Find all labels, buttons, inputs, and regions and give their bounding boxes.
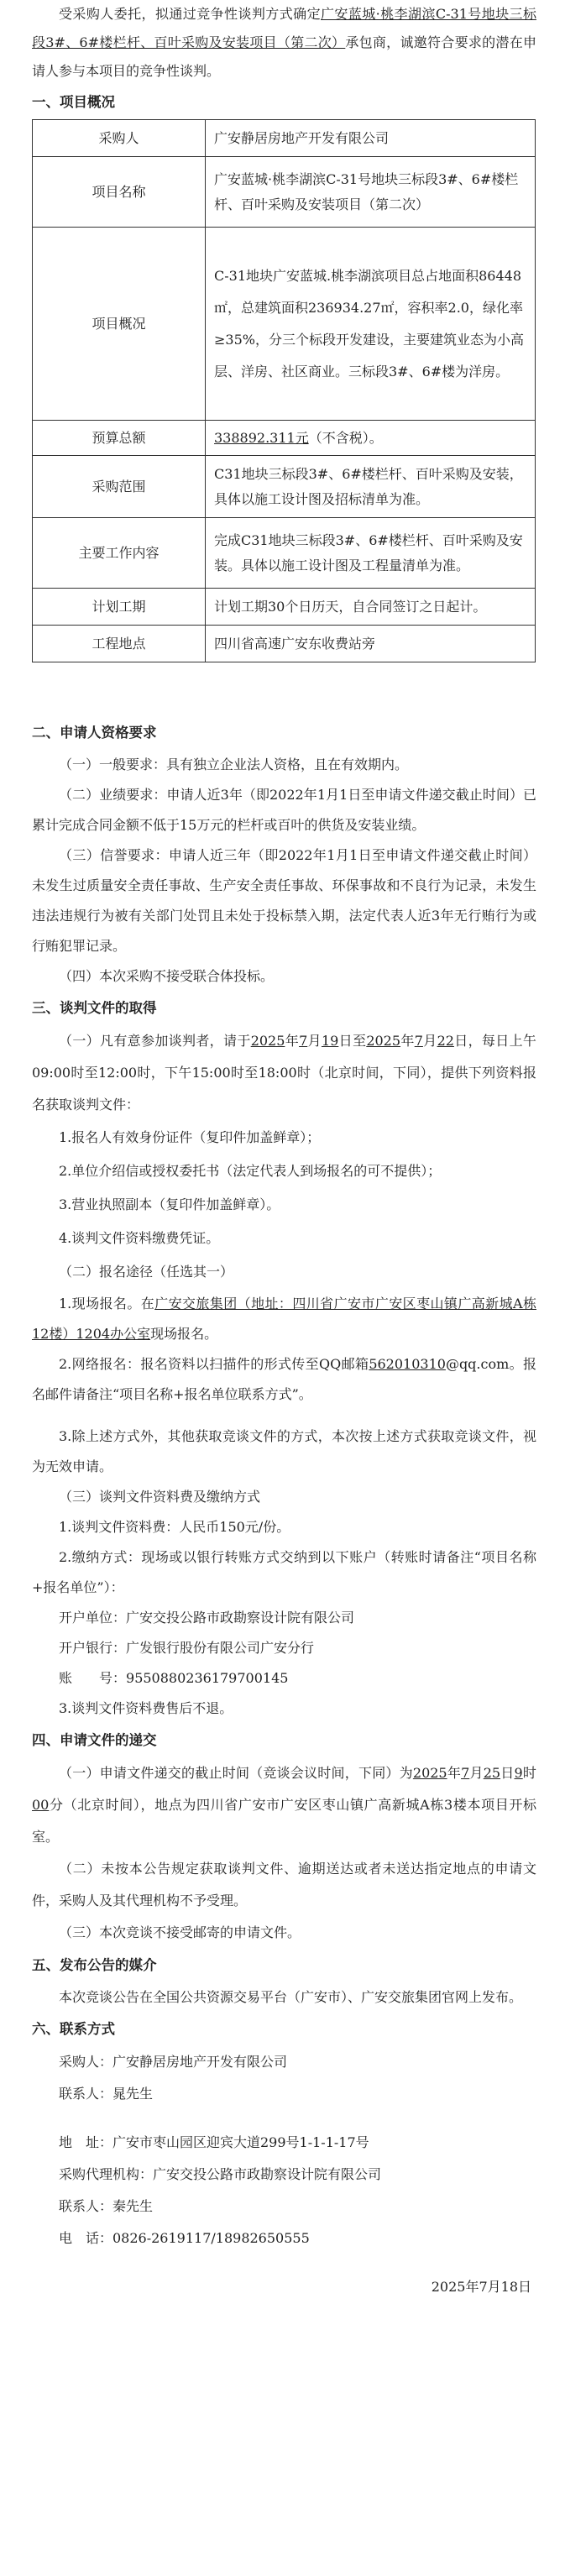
date-month: 7 — [299, 1033, 308, 1049]
text: 年 — [447, 1765, 462, 1781]
time-minute: 00 — [32, 1797, 50, 1813]
date-month: 7 — [414, 1033, 423, 1049]
text: 日至 — [338, 1033, 367, 1049]
account-bank: 开户银行：广发银行股份有限公司广安分行 — [59, 1640, 315, 1656]
row-value: 广安静居房地产开发有限公司 — [206, 120, 536, 157]
list-item: 4.谈判文件资料缴费凭证。 — [59, 1230, 220, 1246]
account-number: 9550880236179700145 — [126, 1670, 289, 1686]
text: 现场报名。 — [150, 1326, 218, 1342]
table-row — [33, 456, 536, 518]
row-value: C31地块三标段3#、6#楼栏杆、百叶采购及安装，具体以施工设计图及招标清单为准。 — [206, 456, 536, 518]
text: （一）申请文件递交的截止时间（竞谈会议时间，下同）为 — [59, 1765, 413, 1781]
media-paragraph: 本次竞谈公告在全国公共资源交易平台（广安市）、广安交旅集团官网上发布。 — [59, 1989, 523, 2005]
project-overview-table — [32, 119, 536, 662]
submission-no-mail: （三）本次竞谈不接受邮寄的申请文件。 — [59, 1924, 301, 1940]
text: 1.现场报名。在 — [59, 1296, 155, 1312]
row-key: 项目概况 — [33, 228, 206, 421]
table-row — [33, 589, 536, 626]
contact-phone: 电 话：0826-2619117/18982650555 — [59, 2230, 310, 2246]
signup-ways-heading: （二）报名途径（任选其一） — [59, 1264, 234, 1280]
row-value: 计划工期30个日历天，自合同签订之日起计。 — [206, 589, 536, 626]
signup-onsite — [32, 1289, 536, 1349]
text: @qq.com。报名邮件请备注“项目名称+报名单位联系方式”。 — [32, 1356, 536, 1402]
publish-date: 2025年7月18日 — [431, 2279, 531, 2295]
date-day: 25 — [483, 1765, 501, 1781]
text: 月 — [422, 1033, 437, 1049]
fee-heading: （三）谈判文件资料费及缴纳方式 — [59, 1489, 261, 1505]
table-row — [33, 157, 536, 228]
fee-amount: 1.谈判文件资料费：人民币150元/份。 — [59, 1519, 290, 1535]
row-key: 工程地点 — [33, 626, 206, 662]
text: 日，每日上午09:00时至12:00时，下午15:00时至18:00时（北京时间，下同），提供下列资料报名获取谈判文件： — [32, 1033, 536, 1113]
table-row — [33, 518, 536, 589]
row-key: 预算总额 — [33, 421, 206, 456]
req-performance: （二）业绩要求：申请人近3年（即2022年1月1日至申请文件递交截止时间）已累计完成合同金额不低于15万元的栏杆或百叶的供货及安装业绩。 — [32, 787, 536, 833]
section-2-title: 二、申请人资格要求 — [32, 725, 157, 741]
row-value — [206, 421, 536, 456]
onsite-address: 广安交旅集团（地址：四川省广安市广安区枣山镇广高新城A栋12楼）1204办公室 — [32, 1296, 536, 1342]
section-3-title: 三、谈判文件的取得 — [32, 1000, 157, 1016]
list-item: 1.报名人有效身份证件（复印件加盖鲜章）； — [59, 1129, 321, 1145]
date-day: 19 — [321, 1033, 339, 1049]
text: 月 — [469, 1765, 484, 1781]
intro-paragraph — [32, 0, 536, 86]
text: 年 — [400, 1033, 415, 1049]
contact-agent: 采购代理机构：广安交投公路市政勘察设计院有限公司 — [59, 2166, 382, 2182]
row-key: 采购人 — [33, 120, 206, 157]
time-hour: 9 — [514, 1765, 523, 1781]
budget-amount: 338892.311元 — [214, 429, 309, 446]
req-credit: （三）信誉要求：申请人近三年（即2022年1月1日至申请文件递交截止时间）未发生过质量安全责任事故、生产安全责任事故、环保事故和不良行为记录，未发生违法违规行为被有关部门处罚且未处于投标禁入期，法定代表人近3年无行贿行为或行贿犯罪记录。 — [32, 847, 536, 954]
account-number-line — [32, 1663, 536, 1694]
text: 2.网络报名：报名资料以扫描件的形式传至QQ邮箱 — [59, 1356, 369, 1372]
row-key: 计划工期 — [33, 589, 206, 626]
date-day: 22 — [437, 1033, 454, 1049]
text: 月 — [307, 1033, 322, 1049]
intro-project-name: 广安蓝城·桃李湖滨C-31号地块三标段3#、6#楼栏杆、百叶采购及安装项目（第二次） — [32, 6, 536, 50]
signup-online — [32, 1349, 536, 1410]
text: 分（北京时间），地点为四川省广安市广安区枣山镇广高新城A栋3楼本项目开标室。 — [32, 1797, 536, 1845]
table-row — [33, 120, 536, 157]
submission-deadline — [32, 1757, 536, 1853]
table-row — [33, 626, 536, 662]
list-item: 3.营业执照副本（复印件加盖鲜章）。 — [59, 1196, 280, 1212]
intro-post: 承包商，诚邀符合要求的潜在申请人参与本项目的竞争性谈判。 — [32, 34, 536, 79]
date-month: 7 — [461, 1765, 470, 1781]
contact-address: 地 址：广安市枣山园区迎宾大道299号1-1-1-17号 — [59, 2134, 369, 2150]
fee-payment-method: 2.缴纳方式：现场或以银行转账方式交纳到以下账户（转账时请备注“项目名称+报名单位”）： — [32, 1549, 536, 1595]
row-key: 主要工作内容 — [33, 518, 206, 589]
req-consortium: （四）本次采购不接受联合体投标。 — [59, 968, 275, 984]
account-name: 开户单位：广安交投公路市政勘察设计院有限公司 — [59, 1610, 355, 1626]
date-year: 2025 — [250, 1033, 285, 1049]
contact-agent-person: 联系人：秦先生 — [59, 2198, 154, 2214]
row-value: 广安蓝城·桃李湖滨C-31号地块三标段3#、6#楼栏杆、百叶采购及安装项目（第二次） — [206, 157, 536, 228]
fee-no-refund: 3.谈判文件资料费售后不退。 — [59, 1700, 233, 1716]
table-row — [33, 228, 536, 421]
row-value: 完成C31地块三标段3#、6#楼栏杆、百叶采购及安装。具体以施工设计图及工程量清单为准。 — [206, 518, 536, 589]
intro-pre: 受采购人委托，拟通过竞争性谈判方式确定 — [59, 6, 321, 22]
date-year: 2025 — [366, 1033, 401, 1049]
list-item: 2.单位介绍信或授权委托书（法定代表人到场报名的可不提供）； — [59, 1163, 442, 1179]
table-row — [33, 421, 536, 456]
submission-rejection: （二）未按本公告规定获取谈判文件、逾期送达或者未送达指定地点的申请文件，采购人及其代理机构不予受理。 — [32, 1861, 536, 1908]
signup-other: 3.除上述方式外，其他获取竞谈文件的方式，本次按上述方式获取竞谈文件，视为无效申请。 — [32, 1428, 536, 1474]
req-general: （一）一般要求：具有独立企业法人资格，且在有效期内。 — [59, 757, 409, 772]
section-5-title: 五、发布公告的媒介 — [32, 1957, 157, 1973]
row-key: 项目名称 — [33, 157, 206, 228]
text: 时 — [522, 1765, 536, 1781]
text: 年 — [285, 1033, 300, 1049]
doc-acquisition-time — [32, 1025, 536, 1121]
contact-buyer: 采购人：广安静居房地产开发有限公司 — [59, 2054, 288, 2070]
contact-buyer-person: 联系人：晁先生 — [59, 2086, 154, 2102]
date-year: 2025 — [412, 1765, 447, 1781]
text: （一）凡有意参加谈判者，请于 — [59, 1033, 251, 1049]
budget-note: （不含税）。 — [308, 429, 383, 446]
row-key: 采购范围 — [33, 456, 206, 518]
qq-email-id: 562010310 — [369, 1356, 446, 1372]
account-number-label: 账 号： — [59, 1670, 127, 1686]
row-value: 四川省高速广安东收费站旁 — [206, 626, 536, 662]
section-4-title: 四、申请文件的递交 — [32, 1732, 157, 1748]
section-1-title: 一、项目概况 — [32, 94, 115, 110]
row-value: C-31地块广安蓝城.桃李湖滨项目总占地面积86448㎡，总建筑面积236934.27㎡，容积率2.0，绿化率≥35%，分三个标段开发建设，主要建筑业态为小高层、洋房、社区商业。三标段3#、6#楼为洋房。 — [206, 228, 536, 421]
text: 日 — [500, 1765, 515, 1781]
section-6-title: 六、联系方式 — [32, 2021, 115, 2037]
